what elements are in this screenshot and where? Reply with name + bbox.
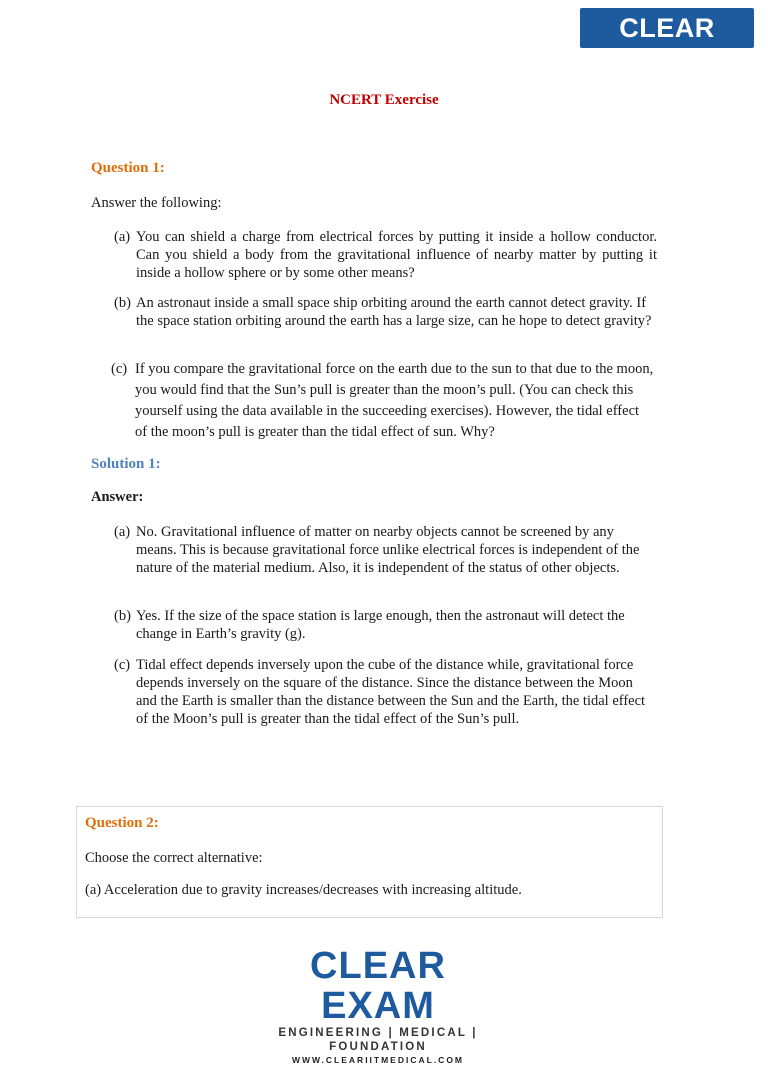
solution-1-item-c [114, 656, 657, 728]
solution-1-heading: Solution 1: [91, 456, 161, 472]
footer-logo-text: CLEAR EXAM [310, 945, 446, 1027]
clear-exam-logo: CLEAR EXAM [580, 8, 754, 48]
solution-1-item-b [114, 607, 657, 643]
footer-url: WWW.CLEARIITMEDICAL.COM [291, 1055, 465, 1065]
item-text: If you compare the gravitational force on the earth due to the sun to that due to the moon, you would find that the Sun’s pull is greater than the moon’s pull. (You can check this yourself using the data available in the succeeding exercises). However, the tidal effect of the moon’s pull is greater than the tidal effect of sun. Why? [135, 361, 654, 440]
item-text: Yes. If the size of the space station is large enough, then the astronaut will detect the change in Earth’s gravity (g). [136, 608, 625, 642]
item-label: (b) [114, 608, 131, 624]
footer-logo [248, 945, 508, 1065]
question-2-intro: Choose the correct alternative: [85, 850, 263, 866]
item-label: (a) [114, 524, 131, 540]
item-label: (c) [114, 657, 131, 673]
question-2-item-a: (a) Acceleration due to gravity increases/decreases with increasing altitude. [85, 882, 522, 898]
item-text: An astronaut inside a small space ship orbiting around the earth cannot detect gravity. If the space station orbiting around the earth has a large size, can he hope to detect gravity? [136, 295, 652, 329]
question-1-item-c [111, 359, 654, 443]
item-label: (c) [111, 361, 128, 377]
item-text: No. Gravitational influence of matter on nearby objects cannot be screened by any means. This is because gravitational force unlike electrical forces is independent of the nature of the material medium. Also, it is independent of the status of other objects. [136, 524, 640, 576]
item-text: You can shield a charge from electrical forces by putting it inside a hollow conductor. Can you shield a body from the gravitational influence of nearby matter by putting it inside a hollow sphere or by some other means? [136, 229, 657, 281]
question-1-intro: Answer the following: [91, 195, 222, 211]
page-title: NCERT Exercise [329, 92, 439, 108]
item-label: (b) [114, 295, 131, 311]
question-1-item-b [114, 294, 657, 330]
answer-label: Answer: [91, 489, 144, 505]
item-text: Tidal effect depends inversely upon the cube of the distance while, gravitational force depends inversely on the square of the distance. Since the distance between the Moon and the Earth is smaller than the distance between the Sun and the Earth, the tidal effect of the Moon’s pull is greater than the tidal effect of the Sun’s pull. [136, 657, 646, 727]
question-1-item-a [114, 228, 657, 282]
item-label: (a) [114, 229, 131, 245]
footer-tagline: ENGINEERING | MEDICAL | FOUNDATION [278, 1027, 478, 1053]
question-1-heading: Question 1: [91, 160, 165, 176]
solution-1-item-a [114, 523, 657, 577]
question-2-heading: Question 2: [85, 815, 159, 831]
question-2-box [76, 806, 663, 918]
